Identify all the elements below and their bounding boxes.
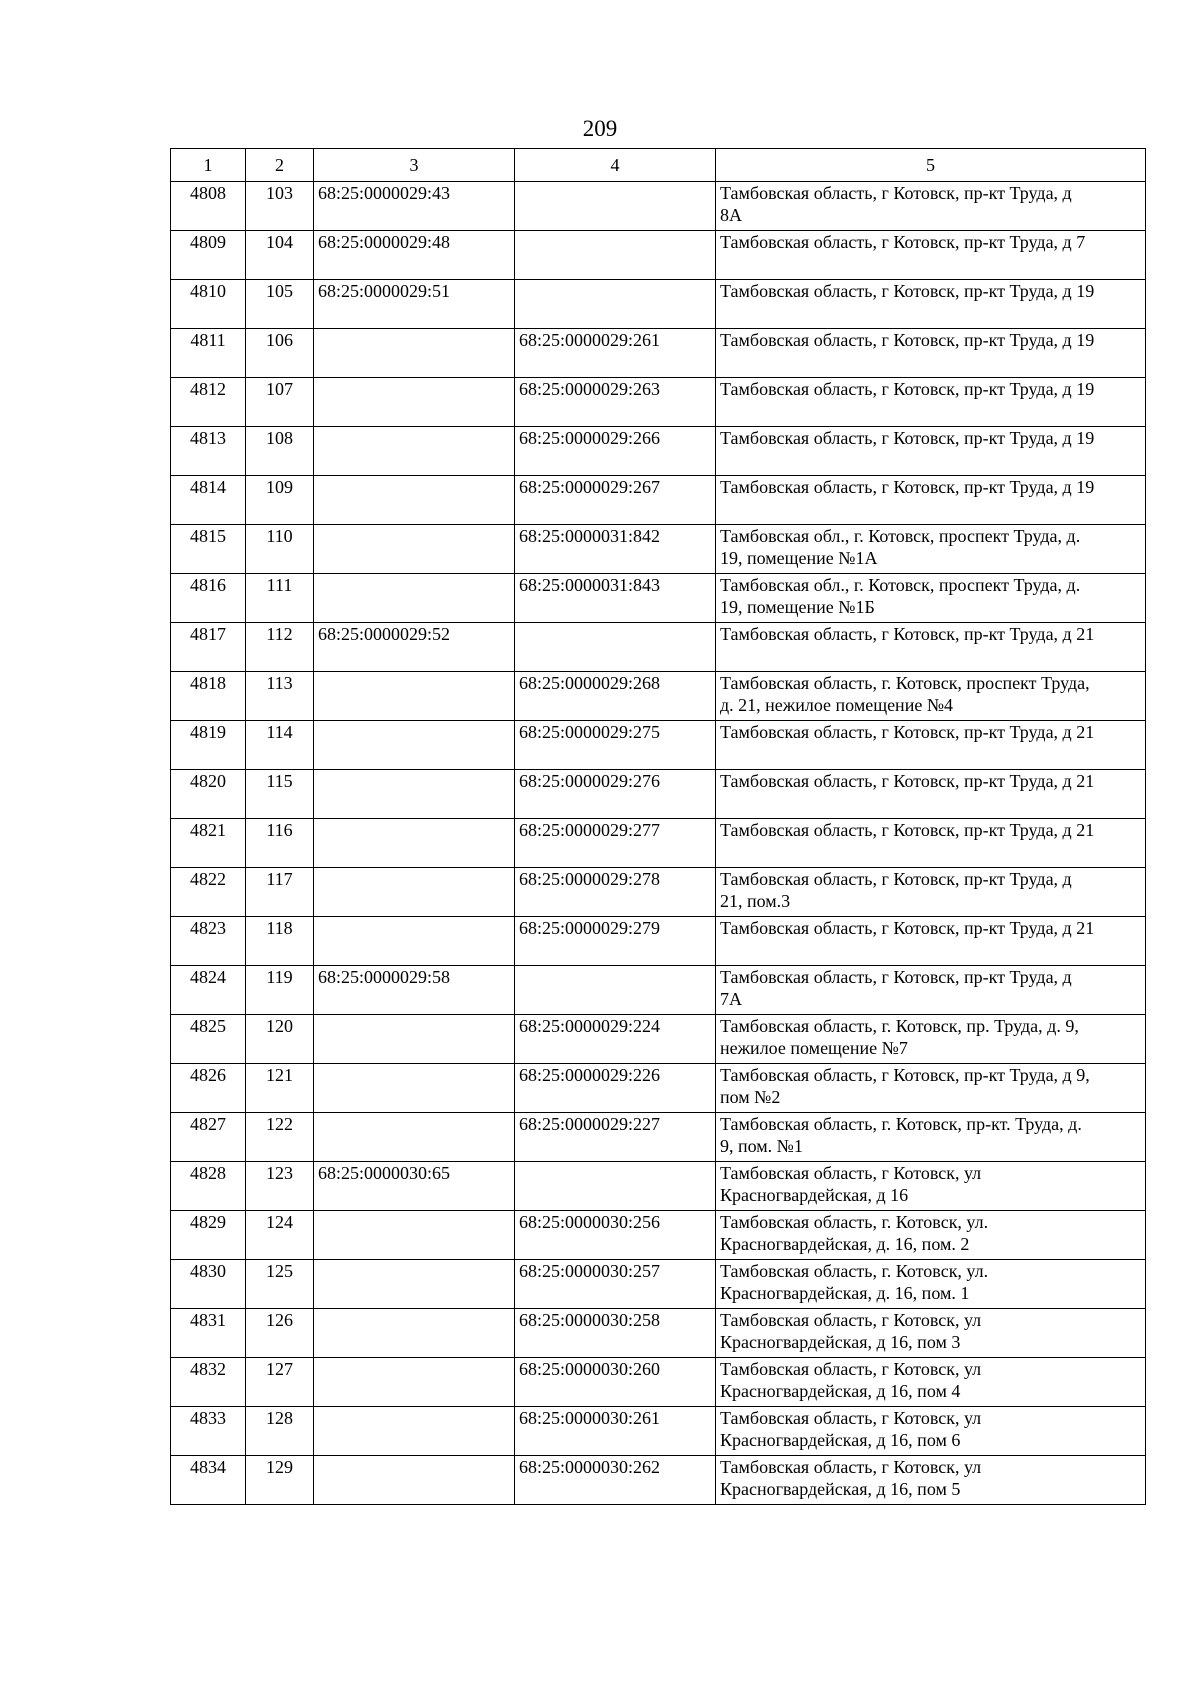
address-line: 8А xyxy=(720,205,742,225)
premises-cadastral-number-cell: 68:25:0000030:260 xyxy=(515,1358,716,1407)
premises-cadastral-number-cell: 68:25:0000029:266 xyxy=(515,427,716,476)
row-index-cell: 107 xyxy=(246,378,314,427)
table-row xyxy=(171,182,1146,231)
address-cell xyxy=(716,868,1146,917)
address-line: Тамбовская область, г. Котовск, пр. Труда, д. 9, xyxy=(720,1016,1079,1036)
cadastral-number-cell: 68:25:0000029:52 xyxy=(314,623,515,672)
premises-cadastral-number-cell: 68:25:0000029:268 xyxy=(515,672,716,721)
address-line: Тамбовская область, г Котовск, ул xyxy=(720,1163,982,1183)
premises-cadastral-number-cell xyxy=(515,966,716,1015)
address-line: Красногвардейская, д 16, пом 5 xyxy=(720,1479,961,1499)
row-number-cell: 4833 xyxy=(171,1407,246,1456)
row-index-cell: 121 xyxy=(246,1064,314,1113)
address-cell xyxy=(716,1456,1146,1505)
address-line: 9, пом. №1 xyxy=(720,1136,803,1156)
row-number-cell: 4814 xyxy=(171,476,246,525)
cadastral-number-cell xyxy=(314,1309,515,1358)
address-line: 19, помещение №1А xyxy=(720,548,878,568)
table-row xyxy=(171,1407,1146,1456)
premises-cadastral-number-cell: 68:25:0000029:279 xyxy=(515,917,716,966)
row-number-cell: 4822 xyxy=(171,868,246,917)
row-number-cell: 4810 xyxy=(171,280,246,329)
row-index-cell: 119 xyxy=(246,966,314,1015)
address-cell xyxy=(716,427,1146,476)
address-cell xyxy=(716,917,1146,966)
address-line: Тамбовская обл., г. Котовск, проспект Труда, д. xyxy=(720,575,1081,595)
row-index-cell: 124 xyxy=(246,1211,314,1260)
address-line: Тамбовская область, г Котовск, пр-кт Труда, д 21 xyxy=(720,624,1095,644)
address-line: Тамбовская область, г Котовск, пр-кт Труда, д 19 xyxy=(720,477,1095,497)
premises-cadastral-number-cell: 68:25:0000029:277 xyxy=(515,819,716,868)
table-row xyxy=(171,868,1146,917)
column-header: 5 xyxy=(716,149,1146,182)
premises-cadastral-number-cell xyxy=(515,182,716,231)
row-number-cell: 4809 xyxy=(171,231,246,280)
address-cell xyxy=(716,966,1146,1015)
row-number-cell: 4815 xyxy=(171,525,246,574)
table-row xyxy=(171,819,1146,868)
address-line: Красногвардейская, д 16, пом 3 xyxy=(720,1332,961,1352)
row-number-cell: 4825 xyxy=(171,1015,246,1064)
address-cell xyxy=(716,231,1146,280)
address-line: Тамбовская область, г Котовск, ул xyxy=(720,1310,982,1330)
premises-cadastral-number-cell: 68:25:0000029:275 xyxy=(515,721,716,770)
address-line: Красногвардейская, д 16 xyxy=(720,1185,909,1205)
cadastral-number-cell xyxy=(314,329,515,378)
row-index-cell: 126 xyxy=(246,1309,314,1358)
table-row xyxy=(171,525,1146,574)
address-line: Тамбовская область, г Котовск, пр-кт Труда, д 9, xyxy=(720,1065,1090,1085)
address-line: Тамбовская область, г Котовск, ул xyxy=(720,1457,982,1477)
premises-cadastral-number-cell: 68:25:0000030:256 xyxy=(515,1211,716,1260)
table-row xyxy=(171,476,1146,525)
premises-cadastral-number-cell: 68:25:0000030:258 xyxy=(515,1309,716,1358)
cadastral-number-cell xyxy=(314,868,515,917)
cadastral-number-cell xyxy=(314,476,515,525)
row-number-cell: 4817 xyxy=(171,623,246,672)
row-number-cell: 4821 xyxy=(171,819,246,868)
address-line: Тамбовская область, г Котовск, пр-кт Труда, д 19 xyxy=(720,428,1095,448)
address-line: 21, пом.3 xyxy=(720,891,791,911)
address-line: Тамбовская область, г. Котовск, ул. xyxy=(720,1212,989,1232)
table-row xyxy=(171,672,1146,721)
row-index-cell: 128 xyxy=(246,1407,314,1456)
table-row xyxy=(171,231,1146,280)
address-cell xyxy=(716,1064,1146,1113)
row-index-cell: 122 xyxy=(246,1113,314,1162)
cadastral-number-cell xyxy=(314,1456,515,1505)
address-line: Тамбовская область, г Котовск, пр-кт Труда, д xyxy=(720,869,1072,889)
premises-cadastral-number-cell xyxy=(515,1162,716,1211)
table-row xyxy=(171,574,1146,623)
address-cell xyxy=(716,819,1146,868)
address-line: Тамбовская область, г. Котовск, ул. xyxy=(720,1261,989,1281)
address-line: 19, помещение №1Б xyxy=(720,597,875,617)
premises-cadastral-number-cell: 68:25:0000031:842 xyxy=(515,525,716,574)
row-number-cell: 4808 xyxy=(171,182,246,231)
register-table xyxy=(170,148,1146,1505)
cadastral-number-cell xyxy=(314,1260,515,1309)
address-cell xyxy=(716,574,1146,623)
row-index-cell: 108 xyxy=(246,427,314,476)
row-index-cell: 112 xyxy=(246,623,314,672)
table-row xyxy=(171,1358,1146,1407)
address-cell xyxy=(716,1358,1146,1407)
row-index-cell: 127 xyxy=(246,1358,314,1407)
column-header: 1 xyxy=(171,149,246,182)
row-number-cell: 4823 xyxy=(171,917,246,966)
cadastral-number-cell: 68:25:0000029:43 xyxy=(314,182,515,231)
row-index-cell: 114 xyxy=(246,721,314,770)
row-index-cell: 120 xyxy=(246,1015,314,1064)
address-line: нежилое помещение №7 xyxy=(720,1038,908,1058)
address-line: Тамбовская область, г Котовск, пр-кт Труда, д 21 xyxy=(720,722,1095,742)
header-row xyxy=(171,149,1146,182)
row-number-cell: 4811 xyxy=(171,329,246,378)
row-number-cell: 4832 xyxy=(171,1358,246,1407)
cadastral-number-cell: 68:25:0000029:58 xyxy=(314,966,515,1015)
address-line: 7А xyxy=(720,989,742,1009)
premises-cadastral-number-cell: 68:25:0000030:262 xyxy=(515,1456,716,1505)
table-row xyxy=(171,427,1146,476)
table-row xyxy=(171,378,1146,427)
address-cell xyxy=(716,1260,1146,1309)
premises-cadastral-number-cell: 68:25:0000030:261 xyxy=(515,1407,716,1456)
row-number-cell: 4812 xyxy=(171,378,246,427)
address-line: д. 21, нежилое помещение №4 xyxy=(720,695,953,715)
cadastral-number-cell xyxy=(314,721,515,770)
table-row xyxy=(171,1456,1146,1505)
premises-cadastral-number-cell: 68:25:0000029:224 xyxy=(515,1015,716,1064)
address-cell xyxy=(716,476,1146,525)
table-row xyxy=(171,770,1146,819)
cadastral-number-cell: 68:25:0000029:48 xyxy=(314,231,515,280)
cadastral-number-cell xyxy=(314,525,515,574)
row-index-cell: 105 xyxy=(246,280,314,329)
premises-cadastral-number-cell: 68:25:0000029:261 xyxy=(515,329,716,378)
address-cell xyxy=(716,182,1146,231)
premises-cadastral-number-cell: 68:25:0000029:276 xyxy=(515,770,716,819)
premises-cadastral-number-cell: 68:25:0000029:226 xyxy=(515,1064,716,1113)
address-line: Тамбовская область, г Котовск, пр-кт Труда, д 19 xyxy=(720,379,1095,399)
row-number-cell: 4834 xyxy=(171,1456,246,1505)
cadastral-number-cell xyxy=(314,672,515,721)
row-index-cell: 103 xyxy=(246,182,314,231)
address-line: Тамбовская область, г Котовск, пр-кт Труда, д 21 xyxy=(720,820,1095,840)
address-line: Тамбовская область, г Котовск, пр-кт Труда, д 21 xyxy=(720,918,1095,938)
address-cell xyxy=(716,1015,1146,1064)
premises-cadastral-number-cell: 68:25:0000029:278 xyxy=(515,868,716,917)
table-row xyxy=(171,1211,1146,1260)
address-cell xyxy=(716,770,1146,819)
premises-cadastral-number-cell: 68:25:0000031:843 xyxy=(515,574,716,623)
cadastral-number-cell: 68:25:0000030:65 xyxy=(314,1162,515,1211)
address-cell xyxy=(716,672,1146,721)
row-number-cell: 4820 xyxy=(171,770,246,819)
cadastral-number-cell xyxy=(314,1064,515,1113)
cadastral-number-cell xyxy=(314,427,515,476)
address-line: пом №2 xyxy=(720,1087,781,1107)
cadastral-number-cell xyxy=(314,1211,515,1260)
cadastral-number-cell xyxy=(314,1358,515,1407)
row-index-cell: 106 xyxy=(246,329,314,378)
column-header: 2 xyxy=(246,149,314,182)
table-row xyxy=(171,1015,1146,1064)
address-cell xyxy=(716,1162,1146,1211)
address-cell xyxy=(716,721,1146,770)
row-index-cell: 115 xyxy=(246,770,314,819)
premises-cadastral-number-cell: 68:25:0000030:257 xyxy=(515,1260,716,1309)
address-cell xyxy=(716,1309,1146,1358)
address-line: Тамбовская область, г Котовск, пр-кт Труда, д 21 xyxy=(720,771,1095,791)
row-index-cell: 113 xyxy=(246,672,314,721)
address-cell xyxy=(716,1113,1146,1162)
table-body xyxy=(171,182,1146,1505)
premises-cadastral-number-cell xyxy=(515,231,716,280)
row-number-cell: 4824 xyxy=(171,966,246,1015)
table-row xyxy=(171,1162,1146,1211)
table-row xyxy=(171,329,1146,378)
row-index-cell: 109 xyxy=(246,476,314,525)
row-number-cell: 4827 xyxy=(171,1113,246,1162)
row-index-cell: 129 xyxy=(246,1456,314,1505)
table-row xyxy=(171,1260,1146,1309)
address-line: Тамбовская область, г Котовск, пр-кт Труда, д 19 xyxy=(720,281,1095,301)
address-cell xyxy=(716,1407,1146,1456)
address-line: Тамбовская область, г. Котовск, пр-кт. Труда, д. xyxy=(720,1114,1082,1134)
row-number-cell: 4831 xyxy=(171,1309,246,1358)
row-index-cell: 125 xyxy=(246,1260,314,1309)
address-line: Тамбовская область, г Котовск, пр-кт Труда, д 7 xyxy=(720,232,1086,252)
row-number-cell: 4819 xyxy=(171,721,246,770)
address-line: Красногвардейская, д. 16, пом. 1 xyxy=(720,1283,970,1303)
address-cell xyxy=(716,329,1146,378)
row-number-cell: 4828 xyxy=(171,1162,246,1211)
row-index-cell: 110 xyxy=(246,525,314,574)
address-line: Тамбовская область, г Котовск, ул xyxy=(720,1359,982,1379)
address-line: Тамбовская обл., г. Котовск, проспект Труда, д. xyxy=(720,526,1081,546)
table-row xyxy=(171,1064,1146,1113)
row-number-cell: 4830 xyxy=(171,1260,246,1309)
cadastral-number-cell xyxy=(314,1113,515,1162)
address-cell xyxy=(716,623,1146,672)
table-row xyxy=(171,280,1146,329)
address-cell xyxy=(716,378,1146,427)
premises-cadastral-number-cell: 68:25:0000029:267 xyxy=(515,476,716,525)
address-line: Красногвардейская, д 16, пом 6 xyxy=(720,1430,961,1450)
cadastral-number-cell xyxy=(314,1407,515,1456)
row-number-cell: 4813 xyxy=(171,427,246,476)
cadastral-number-cell xyxy=(314,819,515,868)
address-line: Красногвардейская, д 16, пом 4 xyxy=(720,1381,961,1401)
address-cell xyxy=(716,280,1146,329)
address-line: Тамбовская область, г. Котовск, проспект Труда, xyxy=(720,673,1090,693)
table-row xyxy=(171,1113,1146,1162)
cadastral-number-cell xyxy=(314,378,515,427)
row-index-cell: 116 xyxy=(246,819,314,868)
table-row xyxy=(171,623,1146,672)
row-number-cell: 4816 xyxy=(171,574,246,623)
cadastral-number-cell xyxy=(314,917,515,966)
table-row xyxy=(171,917,1146,966)
column-header: 4 xyxy=(515,149,716,182)
cadastral-number-cell xyxy=(314,1015,515,1064)
table-row xyxy=(171,1309,1146,1358)
address-line: Тамбовская область, г Котовск, пр-кт Труда, д xyxy=(720,183,1072,203)
address-cell xyxy=(716,525,1146,574)
premises-cadastral-number-cell: 68:25:0000029:227 xyxy=(515,1113,716,1162)
row-number-cell: 4829 xyxy=(171,1211,246,1260)
row-index-cell: 111 xyxy=(246,574,314,623)
address-cell xyxy=(716,1211,1146,1260)
page-number: 209 xyxy=(582,116,618,141)
premises-cadastral-number-cell xyxy=(515,280,716,329)
row-number-cell: 4818 xyxy=(171,672,246,721)
row-index-cell: 123 xyxy=(246,1162,314,1211)
premises-cadastral-number-cell xyxy=(515,623,716,672)
table-row xyxy=(171,966,1146,1015)
address-line: Тамбовская область, г Котовск, пр-кт Труда, д 19 xyxy=(720,330,1095,350)
cadastral-number-cell xyxy=(314,770,515,819)
cadastral-number-cell: 68:25:0000029:51 xyxy=(314,280,515,329)
table-row xyxy=(171,721,1146,770)
address-line: Тамбовская область, г Котовск, ул xyxy=(720,1408,982,1428)
row-index-cell: 117 xyxy=(246,868,314,917)
column-header: 3 xyxy=(314,149,515,182)
address-line: Тамбовская область, г Котовск, пр-кт Труда, д xyxy=(720,967,1072,987)
row-index-cell: 104 xyxy=(246,231,314,280)
premises-cadastral-number-cell: 68:25:0000029:263 xyxy=(515,378,716,427)
cadastral-number-cell xyxy=(314,574,515,623)
row-index-cell: 118 xyxy=(246,917,314,966)
row-number-cell: 4826 xyxy=(171,1064,246,1113)
address-line: Красногвардейская, д. 16, пом. 2 xyxy=(720,1234,970,1254)
